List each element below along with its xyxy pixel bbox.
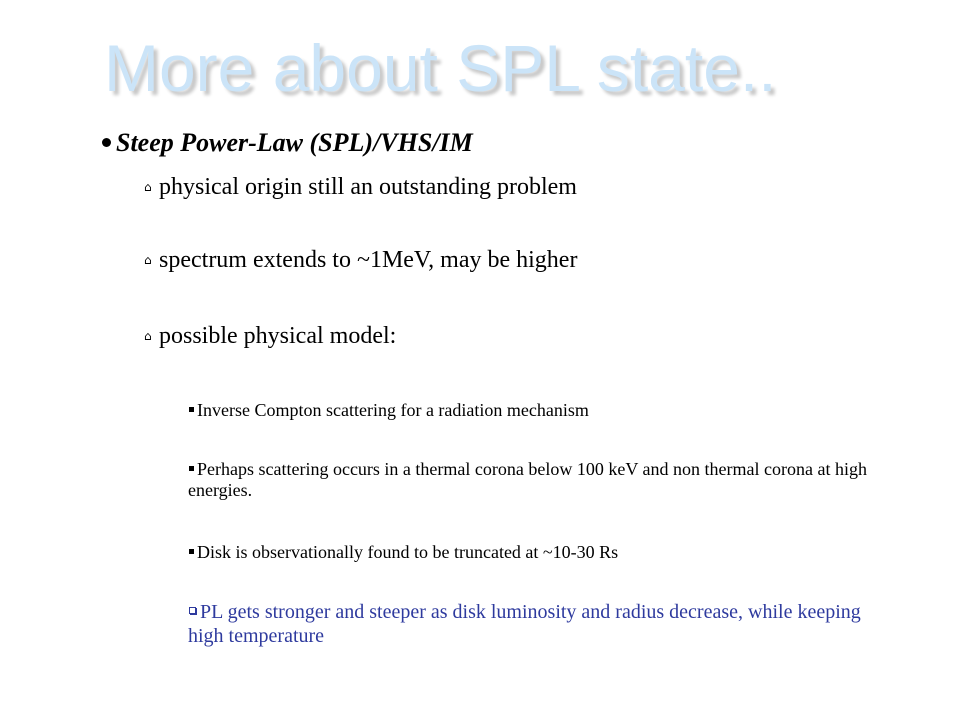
round-bullet-icon <box>102 138 111 147</box>
subpoint-text: Disk is observationally found to be truncated at ~10-30 Rs <box>197 542 619 562</box>
point-text: spectrum extends to ~1MeV, may be higher <box>159 247 578 273</box>
subpoint-item <box>188 459 888 501</box>
point-text: physical origin still an outstanding problem <box>159 174 577 200</box>
subpoint-item <box>188 542 888 563</box>
heading-text: Steep Power-Law (SPL)/VHS/IM <box>116 128 473 157</box>
square-bullet-icon <box>189 549 194 554</box>
slide-title: More about SPL state.. <box>104 31 777 105</box>
house-bullet-icon: ⌂ <box>144 253 152 267</box>
square-bullet-icon <box>189 407 194 412</box>
hollow-square-bullet-icon <box>189 607 196 614</box>
heading-bullet <box>102 125 473 161</box>
highlight-item <box>188 600 888 648</box>
house-bullet-icon: ⌂ <box>144 329 152 343</box>
highlight-text: PL gets stronger and steeper as disk luminosity and radius decrease, while keeping high temperature <box>188 601 861 647</box>
subpoint-text: Inverse Compton scattering for a radiation mechanism <box>197 400 589 420</box>
square-bullet-icon <box>189 466 194 471</box>
point-item <box>144 170 577 204</box>
point-item <box>144 319 396 353</box>
subpoint-text: Perhaps scattering occurs in a thermal corona below 100 keV and non thermal corona at high energies. <box>188 459 867 500</box>
point-item <box>144 243 577 277</box>
subpoint-item <box>188 400 888 421</box>
house-bullet-icon: ⌂ <box>144 180 152 194</box>
point-text: possible physical model: <box>159 323 397 349</box>
